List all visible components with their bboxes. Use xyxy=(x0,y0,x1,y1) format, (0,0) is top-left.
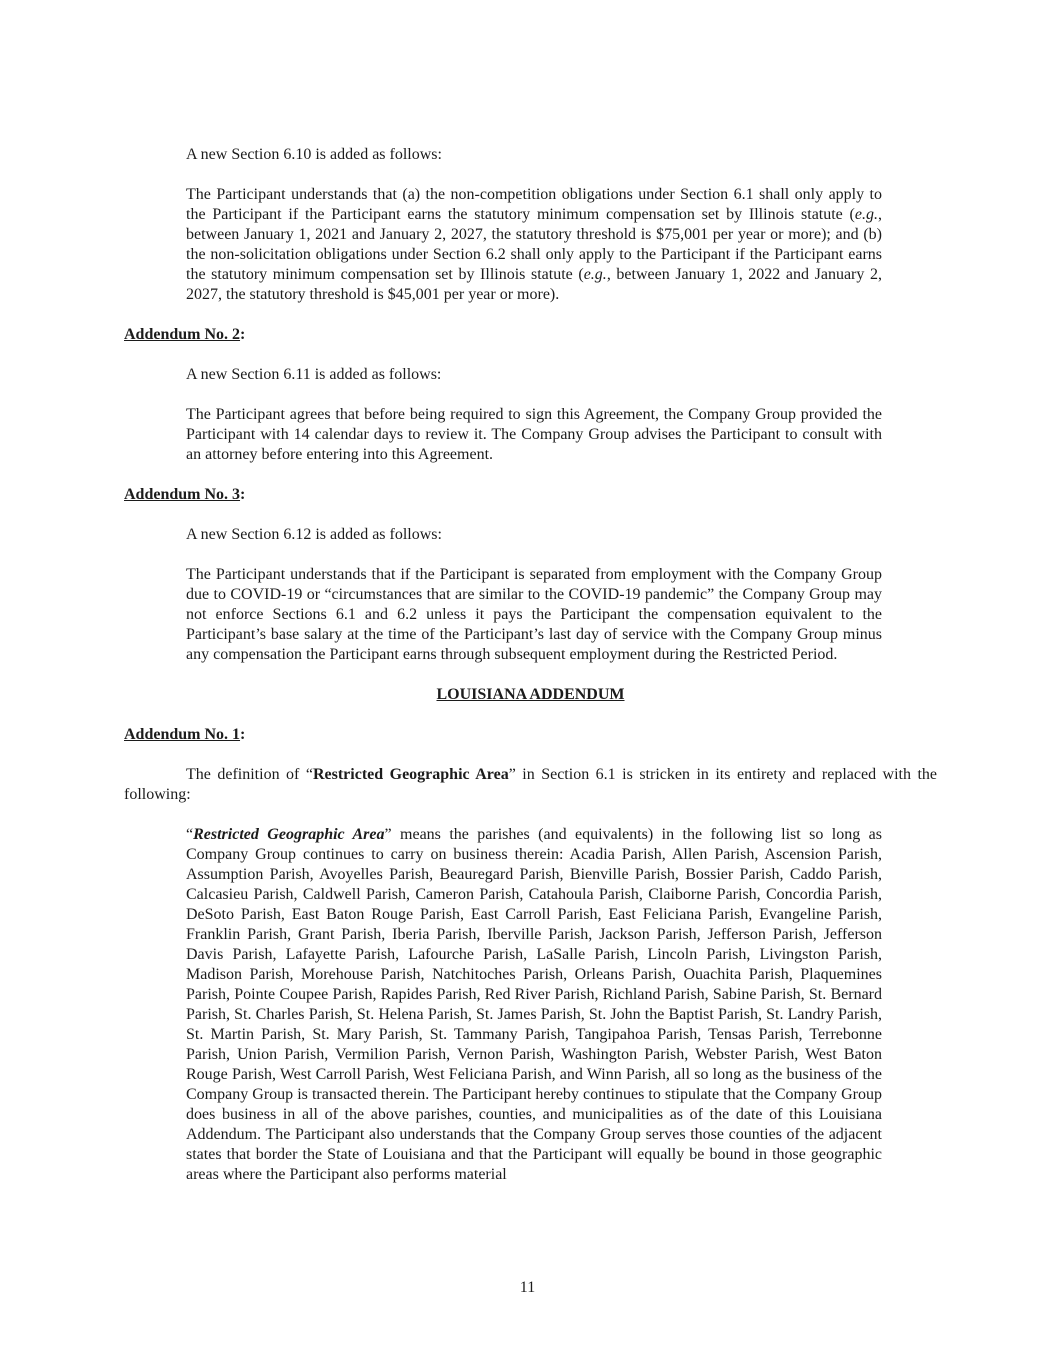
addendum-2-heading-colon: : xyxy=(240,326,246,343)
definition-intro xyxy=(124,765,937,805)
louisiana-addendum-title-text: LOUISIANA ADDENDUM xyxy=(436,686,625,703)
addendum-2-heading-label: Addendum No. 2 xyxy=(124,326,241,343)
section-611-body: The Participant agrees that before being required to sign this Agreement, the Company Group provided the Participant with 14 calendar days to review it. The Company Group advises the Participant to consult with an attorney before entering into this Agreement. xyxy=(186,406,882,463)
definition-intro-text: ” in Section 6.1 is stricken in its entirety and replaced with the following: xyxy=(124,766,938,803)
section-612-body: The Participant understands that if the Participant is separated from employment with the Company Group due to COVID-19 or “circumstances that are similar to the COVID-19 pandemic” the Company Group may not enforce Sections 6.1 and 6.2 unless it pays the Participant the compensation equivalent to the Participant’s base salary at the time of the Participant’s last day of service with the Company Group minus any compensation the Participant earns through subsequent employment during the Restricted Period. xyxy=(186,566,882,663)
section-610-body-text: , between January 1, 2021 and January 2, 2027, the statutory threshold is $75,001 per year or more); and (b) the non-solicitation obligations under Section 6.2 shall only apply to the Participant if the Participant earns the statutory minimum compensation set by Illinois statute ( xyxy=(186,206,882,283)
section-610-body xyxy=(186,185,882,305)
addendum-3-heading xyxy=(124,485,937,505)
definition-body xyxy=(186,825,882,1185)
addendum-1-heading-colon: : xyxy=(240,726,246,743)
addendum-1-heading-label: Addendum No. 1 xyxy=(124,726,241,743)
page-number: 11 xyxy=(519,1279,536,1296)
addendum-1-heading xyxy=(124,725,937,745)
definition-intro-text: The definition of “ xyxy=(186,766,313,783)
louisiana-addendum-title xyxy=(124,685,937,705)
eg-italic-2: e.g. xyxy=(583,266,607,283)
restricted-geographic-area-bold-italic: Restricted Geographic Area xyxy=(193,826,385,843)
addendum-2-heading xyxy=(124,325,937,345)
restricted-geographic-area-bold: Restricted Geographic Area xyxy=(312,766,509,783)
section-610-body-text: The Participant understands that (a) the non-competition obligations under Section 6.1 shall only apply to the Participant if the Participant earns the statutory minimum compensation set by Illinois statute ( xyxy=(186,186,882,223)
section-610-intro: A new Section 6.10 is added as follows: xyxy=(186,146,442,163)
document-body xyxy=(124,145,937,1205)
section-611-intro: A new Section 6.11 is added as follows: xyxy=(186,366,442,383)
eg-italic-1: e.g. xyxy=(854,206,878,223)
addendum-3-heading-label: Addendum No. 3 xyxy=(124,486,241,503)
section-612-intro: A new Section 6.12 is added as follows: xyxy=(186,526,442,543)
addendum-3-heading-colon: : xyxy=(240,486,246,503)
definition-body-text: ” means the parishes (and equivalents) in the following list so long as Company Group continues to carry on business therein: Acadia Parish, Allen Parish, Ascension Parish, Assumption Parish, Avoyelles Parish, Beauregard Parish, Bienville Parish, Bossier Parish, Caddo Parish, Calcasieu Parish, Caldwell Parish, Cameron Parish, Catahoula Parish, Claiborne Parish, Concordia Parish, DeSoto Parish, East Baton Rouge Parish, East Carroll Parish, East Feliciana Parish, Evangeline Parish, Franklin Parish, Grant Parish, Iberia Parish, Iberville Parish, Jackson Parish, Jefferson Parish, Jefferson Davis Parish, Lafayette Parish, Lafourche Parish, LaSalle Parish, Lincoln Parish, Livingston Parish, Madison Parish, Morehouse Parish, Natchitoches Parish, Orleans Parish, Ouachita Parish, Plaquemines Parish, Pointe Coupee Parish, Rapides Parish, Red River Parish, Richland Parish, Sabine Parish, St. Bernard Parish, St. Charles Parish, St. Helena Parish, St. James Parish, St. John the Baptist Parish, St. Landry Parish, St. Martin Parish, St. Mary Parish, St. Tammany Parish, Tangipahoa Parish, Tensas Parish, Terrebonne Parish, Union Parish, Vermilion Parish, Vernon Parish, Washington Parish, Webster Parish, West Baton Rouge Parish, West Carroll Parish, West Feliciana Parish, and Winn Parish, all so long as the business of the Company Group is transacted therein. The Participant hereby continues to stipulate that the Company Group does business in all of the above parishes, counties, and municipalities as of the date of this Louisiana Addendum. The Participant also understands that the Company Group serves those counties of the adjacent states that border the State of Louisiana and that the Participant will equally be bound in those geographic areas where the Participant also performs material xyxy=(186,826,883,1183)
section-610-body-text: , between January 1, 2022 and January 2, 2027, the statutory threshold is $45,001 per year or more). xyxy=(186,266,882,303)
definition-body-open-quote: “ xyxy=(186,826,194,843)
